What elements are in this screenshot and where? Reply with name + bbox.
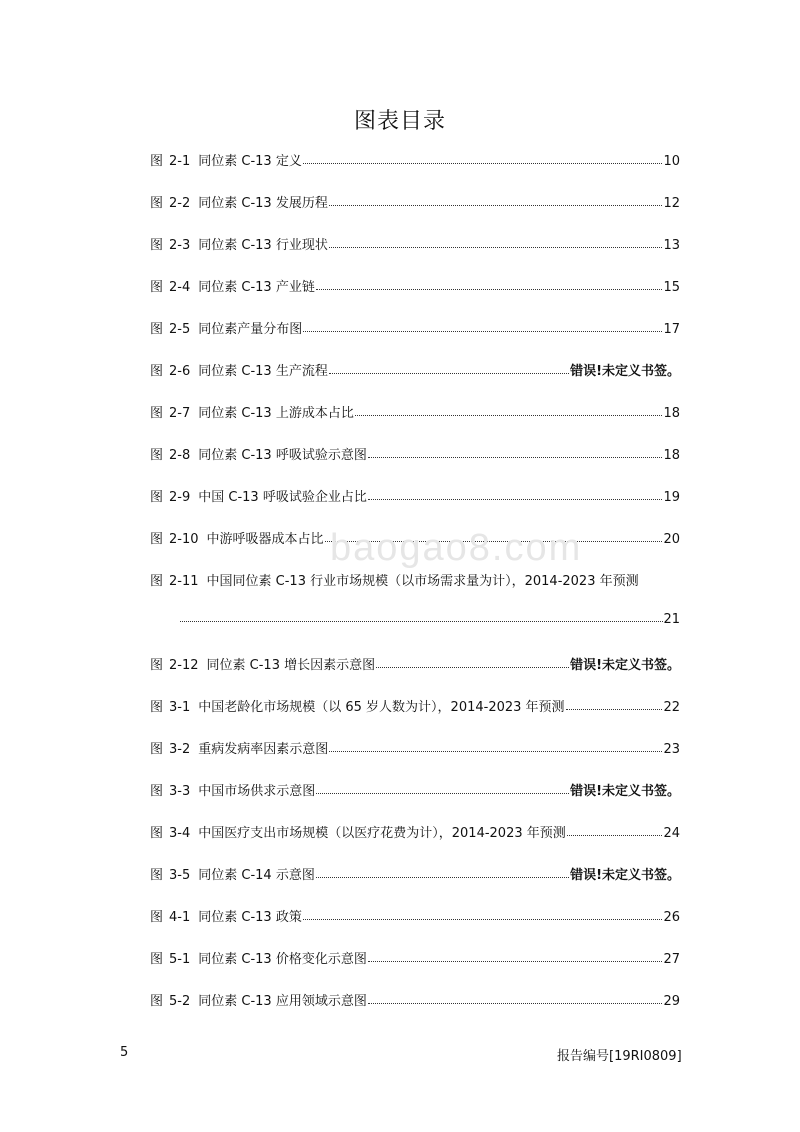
dot-leader xyxy=(303,910,663,920)
dot-leader xyxy=(316,868,569,878)
page-ref: 20 xyxy=(663,532,680,547)
toc-entry-continuation[interactable] xyxy=(180,612,680,632)
dot-leader xyxy=(368,994,663,1004)
dot-leader xyxy=(368,952,663,962)
toc-entry[interactable]: 图 4-1 同位素 C-13 政策 26 xyxy=(150,910,680,925)
toc-entry[interactable]: 图 2-6 同位素 C-13 生产流程 错误!未定义书签。 xyxy=(150,360,680,380)
dot-leader xyxy=(303,154,663,164)
dot-leader xyxy=(329,196,663,206)
bookmark-error: 错误!未定义书签。 xyxy=(570,364,680,379)
toc-entry[interactable]: 图 2-2 同位素 C-13 发展历程 12 xyxy=(150,196,680,211)
toc-entry[interactable]: 图 2-4 同位素 C-13 产业链 15 xyxy=(150,280,680,295)
toc-entry[interactable]: 图 3-1 中国老龄化市场规模（以 65 岁人数为计），2014-2023 年预测 22 xyxy=(150,700,680,715)
dot-leader xyxy=(355,406,663,416)
bookmark-error: 错误!未定义书签。 xyxy=(570,784,680,799)
dot-leader xyxy=(303,322,662,332)
dot-leader xyxy=(567,826,663,836)
page-ref: 18 xyxy=(663,406,680,421)
page-ref: 10 xyxy=(663,154,680,169)
page-ref: 27 xyxy=(663,952,680,967)
dot-leader xyxy=(329,742,662,752)
page-ref: 19 xyxy=(663,490,680,505)
dot-leader xyxy=(180,612,663,622)
toc-entry[interactable]: 图 5-1 同位素 C-13 价格变化示意图 27 xyxy=(150,952,680,967)
dot-leader xyxy=(316,280,663,290)
page-ref: 13 xyxy=(663,238,680,253)
dot-leader xyxy=(368,448,663,458)
page-ref: 18 xyxy=(663,448,680,463)
dot-leader xyxy=(329,364,569,374)
toc-entry[interactable]: 图 2-5 同位素产量分布图 17 xyxy=(150,322,680,337)
page-ref: 22 xyxy=(663,700,680,715)
toc-entry[interactable]: 图 2-9 中国 C-13 呼吸试验企业占比 19 xyxy=(150,490,680,505)
toc-entry[interactable]: 图 3-2 重病发病率因素示意图 23 xyxy=(150,742,680,757)
dot-leader xyxy=(368,490,663,500)
toc-entry[interactable]: 图 2-3 同位素 C-13 行业现状 13 xyxy=(150,238,680,253)
dot-leader xyxy=(329,238,663,248)
page-ref: 29 xyxy=(663,994,680,1009)
page-number: 5 xyxy=(120,1045,129,1060)
page-ref: 26 xyxy=(663,910,680,925)
toc-entry[interactable]: 图 2-8 同位素 C-13 呼吸试验示意图 18 xyxy=(150,448,680,463)
bookmark-error: 错误!未定义书签。 xyxy=(570,868,680,883)
report-code: 报告编号[19RI0809] xyxy=(557,1049,682,1064)
toc-entry[interactable]: 图 3-4 中国医疗支出市场规模（以医疗花费为计），2014-2023 年预测 24 xyxy=(150,826,680,841)
toc-entry[interactable]: 图 2-12 同位素 C-13 增长因素示意图 错误!未定义书签。 xyxy=(150,654,680,674)
toc-entry[interactable]: 图 3-3 中国市场供求示意图 错误!未定义书签。 xyxy=(150,780,680,800)
page-ref: 24 xyxy=(663,826,680,841)
toc-entry[interactable]: 图 5-2 同位素 C-13 应用领域示意图 29 xyxy=(150,994,680,1009)
page-ref: 23 xyxy=(663,742,680,757)
page-title: 图表目录 xyxy=(353,109,446,134)
bookmark-error: 错误!未定义书签。 xyxy=(570,658,680,673)
page-ref: 21 xyxy=(663,612,680,627)
toc-entry[interactable]: 图 2-1 同位素 C-13 定义 10 xyxy=(150,154,680,169)
toc-entry-wrapped[interactable]: 图 2-11 中国同位素 C-13 行业市场规模（以市场需求量为计），2014-2023 年预测 xyxy=(150,574,639,589)
page-ref: 17 xyxy=(663,322,680,337)
watermark: baogao8.com xyxy=(330,527,583,569)
toc-entry[interactable]: 图 3-5 同位素 C-14 示意图 错误!未定义书签。 xyxy=(150,864,680,884)
page-ref: 12 xyxy=(663,196,680,211)
dot-leader xyxy=(316,784,569,794)
toc-entry[interactable]: 图 2-10 中游呼吸器成本占比 20 xyxy=(150,532,680,547)
dot-leader xyxy=(566,700,663,710)
page-ref: 15 xyxy=(663,280,680,295)
dot-leader xyxy=(376,658,569,668)
toc-entry[interactable]: 图 2-7 同位素 C-13 上游成本占比 18 xyxy=(150,406,680,421)
